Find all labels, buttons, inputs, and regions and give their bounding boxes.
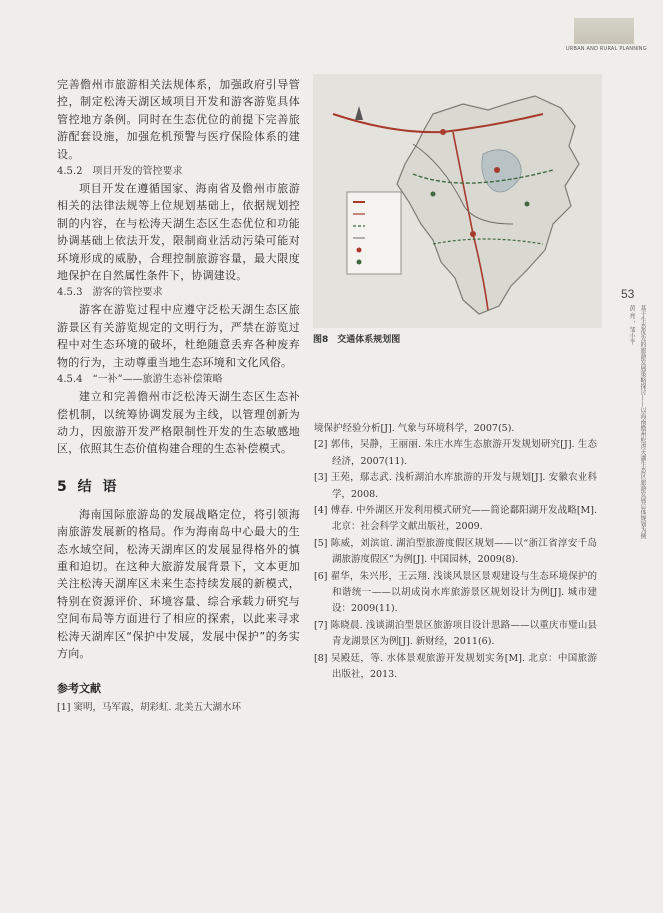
map-node — [440, 129, 446, 135]
section-title: 5 结 语 — [57, 478, 120, 495]
right-column-references — [314, 421, 597, 684]
left-column — [57, 76, 300, 716]
figure-caption: 图8 交通体系规划图 — [313, 335, 401, 345]
reference-item: [3] 王苑，鄢志武. 浅析湖泊水库旅游的开发与规划[J]. 安徽农业科学，2008. — [314, 472, 597, 500]
reference-item: [8] 吴殿廷，等. 水体景观旅游开发规划实务[M]. 北京：中国旅游出版社，2013. — [314, 652, 597, 681]
reference-item: [2] 郭伟，吴静，王丽丽. 朱庄水库生态旅游开发规划研究[J]. 生态经济，2007(11). — [314, 439, 597, 467]
body-paragraph: 项目开发在遵循国家、海南省及儋州市旅游相关的法律法规等上位规划基础上，依据规划控制的内容，在与松涛天湖生态区生态优位和功能协调基础上依法开发，限制商业活动污染可能对环境形成的威胁，合理控制旅游容量，最大限度地保护在自然属性条件下，协调建设。 — [57, 182, 300, 283]
running-title: 基于生态优先的旅游发展策略探讨——以海南儋州松涛天湖生态区旅游发展总体规划为例 — [639, 305, 646, 539]
subsection-heading: 4.5.2 项目开发的管控要求 — [57, 166, 183, 178]
journal-brand-text: URBAN AND RURAL PLANNING — [566, 46, 647, 52]
reference-item: [7] 陈晓晨. 浅谈湖泊型景区旅游项目设计思路——以重庆市璧山县青龙湖景区为例[J]. 新财经，2011(6). — [314, 619, 597, 648]
legend-swatch — [357, 248, 362, 253]
page-number: 53 — [621, 287, 635, 301]
references-heading: 参考文献 — [57, 682, 101, 696]
map-node — [431, 192, 436, 197]
body-paragraph: 海南国际旅游岛的发展战略定位，将引领海南旅游发展新的格局。作为海南岛中心最大的生态水域空间，松涛天湖库区的发展显得格外的慎重和迫切。在这种大旅游发展背景下，文本更加关注松涛天湖库区未来生态持续发展的新模式，特别在资源评价、环境容量、综合承载力研究与空间布局等方面进行了相应的探索，以此来寻求松涛天湖库区“保护中发展，发展中保护”的务实方向。 — [57, 507, 300, 660]
reference-item: 境保护经验分析[J]. 气象与环境科学，2007(5). — [314, 423, 515, 434]
reference-item: [6] 翟华，朱兴彤，王云翔. 浅谈风景区景观建设与生态环境保护的和谐统一——以胡成岗水库旅游景区规划设计为例[J]. 城市建设：2009(11). — [314, 570, 597, 615]
subsection-heading: 4.5.3 游客的管控要求 — [57, 287, 163, 299]
map-legend — [347, 192, 401, 274]
body-paragraph: 完善儋州市旅游相关法规体系，加强政府引导管控，制定松涛天湖区域项目开发和游客游览具体管控地方条例。同时在生态优位的前提下完善旅游配套设施，加强危机预警与医疗保险体系的建设。 — [57, 78, 300, 161]
running-authors: 黄 亮 ，邹小平 — [628, 305, 635, 345]
body-paragraph: 游客在游览过程中应遵守泛松天湖生态区旅游景区有关游览规定的文明行为，严禁在游览过程中对生态环境的破坏，杜绝随意丢弃各种废弃物的行为，主动尊重当地生态环境和文化风俗。 — [57, 303, 300, 369]
map-node — [494, 167, 500, 173]
map-node — [470, 231, 476, 237]
legend-swatch — [357, 260, 362, 265]
reference-item: [1] 窦明，马军霞，胡彩虹. 北美五大湖水环 — [57, 702, 242, 714]
body-paragraph: 建立和完善儋州市泛松涛天湖生态区生态补偿机制，以统筹协调发展为主线，以管理创新为动力，因旅游开发严格限制性开发的生态敏感地区，依照其生态价值构建合理的生态补偿模式。 — [57, 390, 300, 456]
reference-item: [5] 陈威，刘滨谊. 湖泊型旅游度假区规划——以“浙江省淳安千岛湖旅游度假区”为例[J]. 中国园林，2009(8). — [314, 537, 597, 566]
map-graphic — [313, 74, 602, 328]
subsection-heading: 4.5.4 “一补”——旅游生态补偿策略 — [57, 374, 223, 386]
map-node — [525, 202, 530, 207]
transport-plan-map — [313, 74, 602, 328]
reference-item: [4] 傅春. 中外湖区开发利用模式研究——简论鄱阳湖开发战略[M]. 北京：社会科学文献出版社，2009. — [314, 505, 597, 533]
journal-brand-block — [574, 18, 634, 44]
